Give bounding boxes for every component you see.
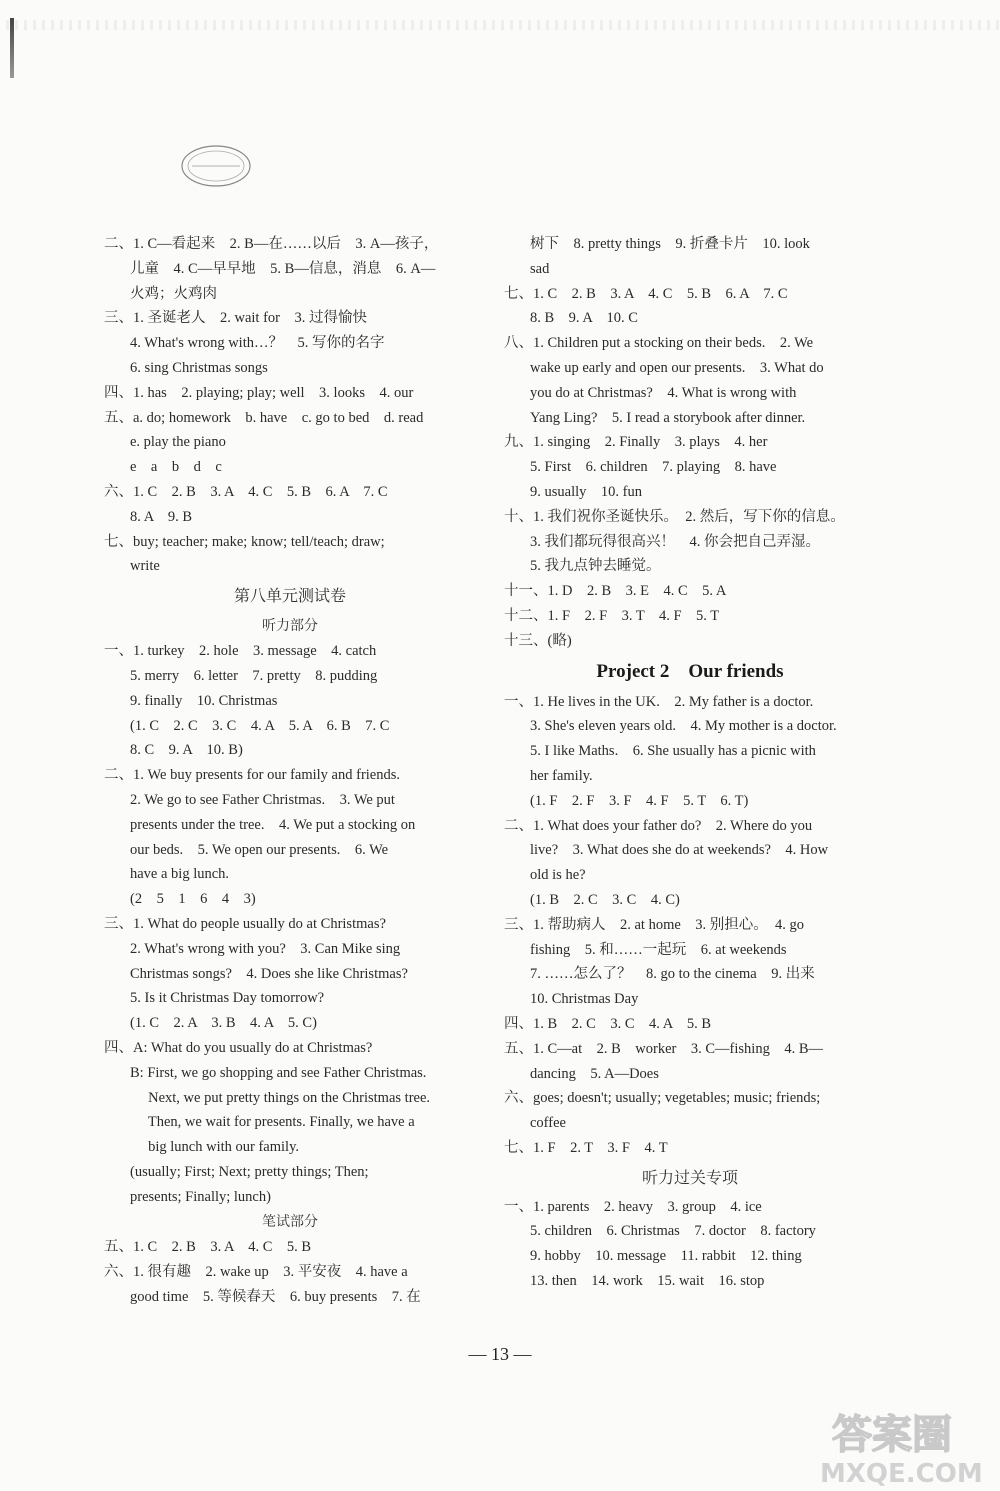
answer-line: 13. then 14. work 15. wait 16. stop [530,1273,765,1290]
answer-line: 二、1. We buy presents for our family and friends. [104,767,401,784]
answer-line: (2 5 1 6 4 3) [130,891,256,908]
answer-line: 一、1. He lives in the UK. 2. My father is a doctor. [504,693,814,710]
answer-line: 十一、1. D 2. B 3. E 4. C 5. A [504,583,727,600]
answer-line: 六、goes; doesn't; usually; vegetables; music; friends; [504,1090,821,1107]
answer-line: 一、1. turkey 2. hole 3. message 4. catch [104,643,377,660]
svg-text:MXQE.COM: MXQE.COM [820,1459,983,1488]
answer-line: (1. B 2. C 3. C 4. C) [530,891,680,908]
answer-line: 儿童 4. C—早早地 5. B—信息，消息 6. A— [130,260,436,277]
answer-line: good time 5. 等候春天 6. buy presents 7. 在 [130,1289,421,1306]
answer-line: Christmas songs? 4. Does she like Christmas? [130,965,408,982]
answer-line: 四、1. B 2. C 3. C 4. A 5. B [504,1015,712,1032]
answer-line: 9. hobby 10. message 11. rabbit 12. thing [530,1248,802,1265]
answer-line: 五、1. C—at 2. B worker 3. C—fishing 4. B— [504,1040,823,1057]
left-column [104,232,476,1310]
answer-line: B: First, we go shopping and see Father Christmas. [130,1064,427,1081]
stamp-logo [178,140,254,192]
answer-line: 一、1. parents 2. heavy 3. group 4. ice [504,1198,762,1215]
answer-line: 5. I like Maths. 6. She usually has a picnic with [530,743,816,760]
answer-line: her family. [530,767,593,784]
answer-line: 9. finally 10. Christmas [130,692,278,709]
answer-line: 6. sing Christmas songs [130,359,268,376]
answer-line: 二、1. C—看起来 2. B—在……以后 3. A—孩子， [104,236,439,252]
watermark-logo [812,1398,996,1488]
answer-line: 5. 我九点钟去睡觉。 [530,558,661,575]
answer-line: (1. C 2. A 3. B 4. A 5. C) [130,1015,317,1032]
answer-line: 六、1. 很有趣 2. wake up 3. 平安夜 4. have a [104,1264,408,1281]
answer-line: wake up early and open our presents. 3. What do [530,359,824,376]
answer-line: big lunch with our family. [130,1139,300,1156]
section-title: 听力过关专项 [641,1167,738,1187]
binding-mark [10,18,14,78]
project-title: Project 2 Our friends [596,660,784,682]
answer-line: 5. merry 6. letter 7. pretty 8. pudding [130,667,378,684]
scan-edge-artifact [0,20,1000,30]
answer-line: 5. children 6. Christmas 7. doctor 8. factory [530,1223,816,1240]
answer-line: 十二、1. F 2. F 3. T 4. F 5. T [504,607,720,624]
answer-line: (1. F 2. F 3. F 4. F 5. T 6. T) [530,792,749,809]
answer-line: 4. What's wrong with…？ 5. 写你的名字 [130,335,385,352]
subsection-title: 听力部分 [262,618,318,635]
answer-line: 7. ……怎么了？ 8. go to the cinema 9. 出来 [530,966,815,983]
svg-text:答案圈: 答案圈 [832,1412,952,1458]
answer-line: 二、1. What does your father do? 2. Where do you [504,817,813,834]
answer-line: 八、1. Children put a stocking on their beds. 2. We [504,335,814,352]
answer-line: 五、1. C 2. B 3. A 4. C 5. B [104,1239,312,1256]
answer-line: 5. First 6. children 7. playing 8. have [530,459,777,476]
answer-line: (usually; First; Next; pretty things; Then; [130,1163,369,1180]
answer-line: presents under the tree. 4. We put a stocking on [130,816,416,833]
answer-line: 七、buy; teacher; make; know; tell/teach; draw; [104,533,385,550]
answer-line: coffee [530,1115,566,1132]
answer-line: old is he? [530,867,586,884]
answer-line: our beds. 5. We open our presents. 6. We [130,841,389,858]
answer-line: 3. 我们都玩得很高兴！ 4. 你会把自己弄湿。 [530,533,820,550]
right-column [504,232,876,1294]
answer-line: write [130,558,160,575]
answer-line: 3. She's eleven years old. 4. My mother is a doctor. [530,718,837,735]
answer-line: (1. C 2. C 3. C 4. A 5. A 6. B 7. C [130,717,390,734]
answer-line: 十三、(略) [504,632,572,649]
answer-line: 8. A 9. B [130,508,193,525]
answer-line: dancing 5. A—Does [530,1065,659,1082]
answer-line: have a big lunch. [130,866,230,883]
answer-line: 六、1. C 2. B 3. A 4. C 5. B 6. A 7. C [104,483,388,500]
answer-line: 三、1. 圣诞老人 2. wait for 3. 过得愉快 [104,310,367,327]
answer-line: 10. Christmas Day [530,991,639,1008]
section-title: 第八单元测试卷 [233,586,346,606]
answer-line: live? 3. What does she do at weekends? 4. How [530,842,829,859]
answer-line: 四、1. has 2. playing; play; well 3. looks 4. our [104,384,414,401]
answer-line: Then, we wait for presents. Finally, we have a [130,1114,415,1131]
answer-line: 8. B 9. A 10. C [530,310,638,327]
answer-line: e a b d c [130,459,222,476]
answer-line: 2. What's wrong with you? 3. Can Mike sing [130,940,401,957]
answer-line: Yang Ling? 5. I read a storybook after dinner. [530,409,806,426]
answer-line: 四、A: What do you usually do at Christmas? [104,1039,373,1056]
answer-line: 9. usually 10. fun [530,483,642,500]
answer-line: e. play the piano [130,434,226,451]
answer-line: 九、1. singing 2. Finally 3. plays 4. her [504,434,768,451]
answer-line: 五、a. do; homework b. have c. go to bed d. read [104,409,424,426]
answer-line: you do at Christmas? 4. What is wrong with [530,384,797,401]
answer-line: fishing 5. 和……一起玩 6. at weekends [530,941,787,958]
answer-line: 8. C 9. A 10. B) [130,742,243,759]
answer-line: 火鸡；火鸡肉 [130,285,217,302]
answer-line: 七、1. F 2. T 3. F 4. T [504,1139,668,1156]
answer-line: 三、1. What do people usually do at Christmas? [104,915,386,932]
answer-line: sad [530,260,550,277]
answer-line: 5. Is it Christmas Day tomorrow? [130,990,325,1007]
answer-line: 三、1. 帮助病人 2. at home 3. 别担心。 4. go [504,916,805,933]
page-number: — 13 — [468,1344,532,1364]
answer-line: Next, we put pretty things on the Christmas tree. [130,1089,431,1106]
answer-line: 十、1. 我们祝你圣诞快乐。 2. 然后，写下你的信息。 [504,508,845,525]
answer-line: 2. We go to see Father Christmas. 3. We put [130,791,395,808]
answer-line: 七、1. C 2. B 3. A 4. C 5. B 6. A 7. C [504,285,788,302]
answer-line: 树下 8. pretty things 9. 折叠卡片 10. look [530,236,810,252]
subsection-title: 笔试部分 [262,1214,318,1231]
answer-line: presents; Finally; lunch) [130,1188,271,1205]
